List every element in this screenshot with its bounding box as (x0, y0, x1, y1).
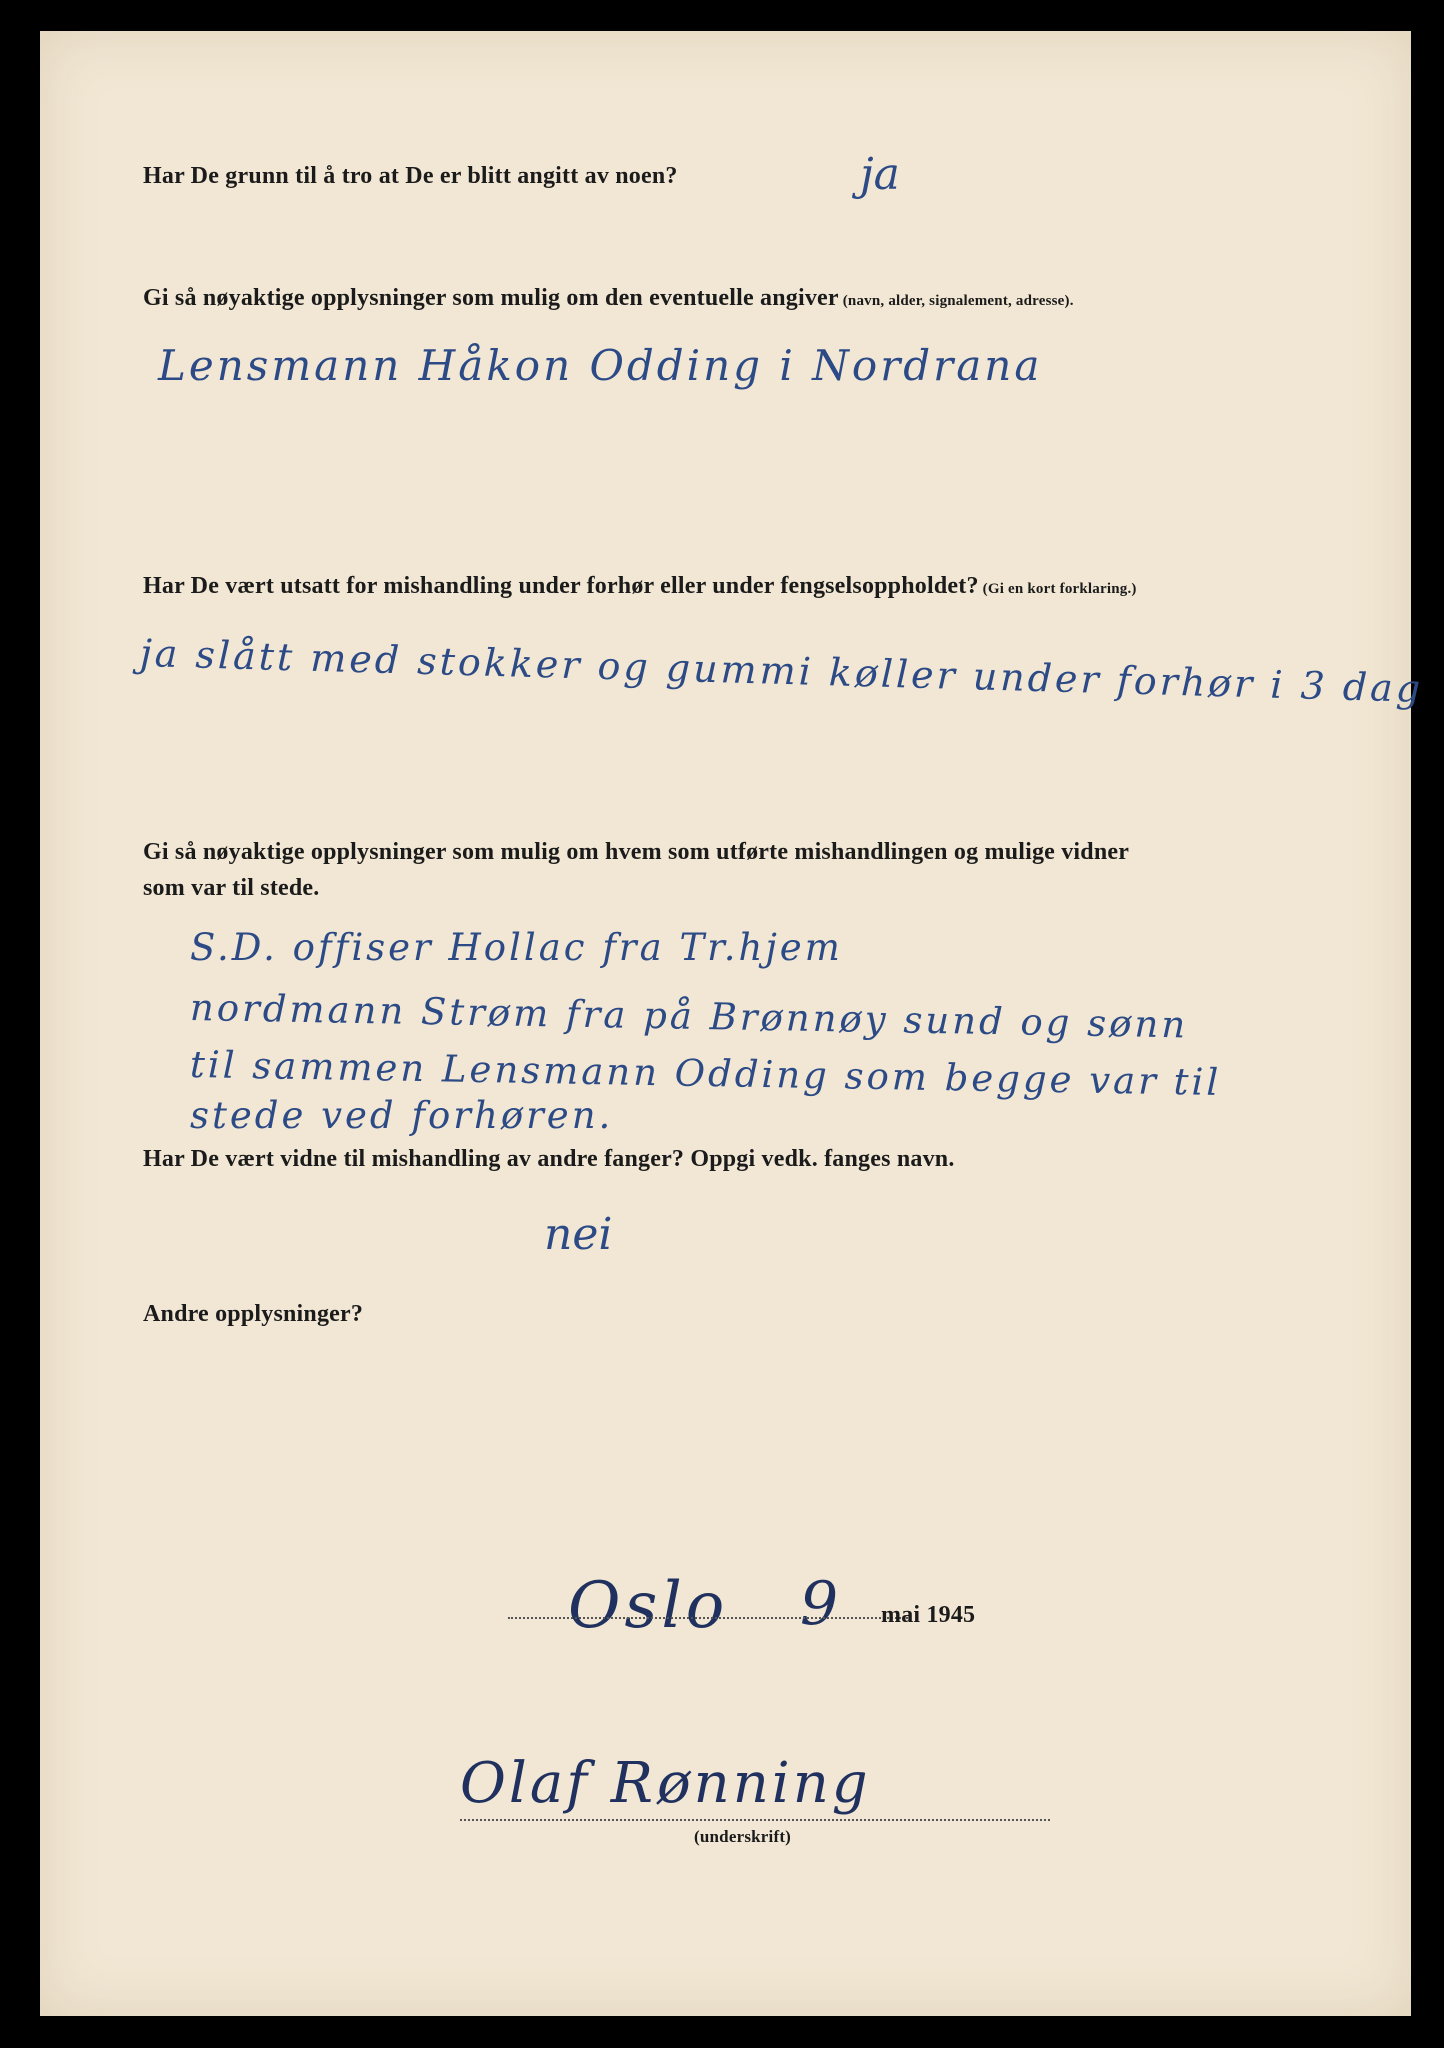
question-vidne: Har De vært vidne til mishandling av andre fanger? Oppgi vedk. fanges navn. (143, 1146, 955, 1172)
answer-utforer-line4: stede ved forhøren. (190, 1094, 614, 1137)
question-angiver-row (143, 285, 1074, 312)
answer-utforer-line1: S.D. offiser Hollac fra Tr.hjem (190, 926, 843, 969)
question-utforer-line1: Gi så nøyaktige opplysninger som mulig om hvem som utførte mishandlingen og mulige vidner (143, 839, 1130, 865)
answer-utforer-line3: til sammen Lensmann Odding som begge var til (189, 1043, 1222, 1104)
question-mishandling-note: (Gi en kort forklaring.) (982, 581, 1137, 597)
date-dotted-line (508, 1617, 908, 1619)
answer-vidne: nei (544, 1209, 613, 1260)
form-page (40, 31, 1424, 2016)
question-mishandling-row (143, 573, 1137, 600)
answer-mishandling: ja slått med stokker og gummi køller under forhør i 3 dag (139, 631, 1424, 711)
signature-dotted-line (460, 1819, 1050, 1821)
question-angiver: Gi så nøyaktige opplysninger som mulig om den eventuelle angiver (143, 285, 839, 311)
question-mishandling: Har De vært utsatt for mishandling under forhør eller under fengselsoppholdet? (143, 573, 979, 599)
day-handwritten: 9 (800, 1569, 839, 1639)
question-andre: Andre opplysninger? (143, 1301, 364, 1327)
date-printed: mai 1945 (881, 1602, 976, 1628)
bleed-through-text (140, 95, 145, 118)
question-utforer-line2: som var til stede. (143, 875, 320, 901)
place-handwritten: Oslo (568, 1569, 729, 1643)
question-angiver-note: (navn, alder, signalement, adresse). (842, 293, 1074, 309)
signature-handwritten: Olaf Rønning (460, 1751, 871, 1816)
answer-angiver: Lensmann Håkon Odding i Nordrana (158, 341, 1043, 390)
answer-utforer-line2: nordmann Strøm fra på Brønnøy sund og sønn (189, 986, 1189, 1047)
signature-label: (underskrift) (694, 1827, 792, 1846)
question-angitt: Har De grunn til å tro at De er blitt angitt av noen? (143, 163, 678, 189)
answer-angitt: ja (860, 149, 900, 200)
